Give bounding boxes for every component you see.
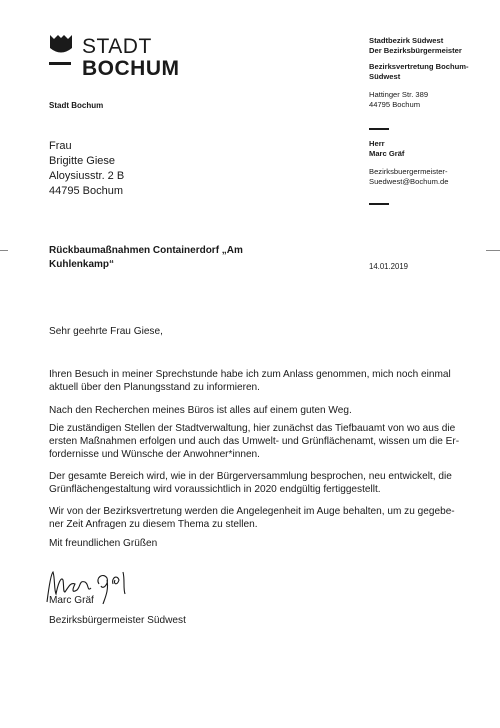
paragraph-line: Ihren Besuch in meiner Sprechstunde habe ich zum Anlass genommen, mich noch einmal (49, 369, 451, 380)
signature-title: Bezirksbürgermeister Südwest (49, 615, 186, 626)
paragraph-line: Der gesamte Bereich wird, wie in der Bürgerversammlung besprochen, neu entwickelt, die (49, 471, 452, 482)
sender-email-line2: Suedwest@Bochum.de (369, 177, 449, 186)
paragraph-line: ner Zeit Anfragen zu diesem Thema zu stellen. (49, 519, 258, 530)
separator-rule (369, 128, 389, 130)
letter-subject (49, 244, 309, 272)
paragraph-line: Wir von der Bezirksvertretung werden die Angelegenheit im Auge behalten, um zu gegebe- (49, 506, 455, 517)
paragraph-line: aktuell über den Planungsstand zu informieren. (49, 382, 260, 393)
recipient-address (49, 139, 124, 199)
sender-body-line1: Bezirksvertretung Bochum- (369, 62, 469, 71)
recipient-city: 44795 Bochum (49, 185, 123, 197)
signature-name: Marc Gräf (49, 595, 94, 606)
sender-email-line1: Bezirksbuergermeister- (369, 167, 448, 176)
paragraph-line: Grünflächengestaltung wird voraussichtlich in 2020 endgültig fertiggestellt. (49, 484, 381, 495)
paragraph-line: ersten Maßnahmen erfolgen und auch das Umwelt- und Grünflächenamt, wissen um die Er- (49, 436, 460, 447)
sender-body-line2: Südwest (369, 72, 401, 81)
fold-mark (486, 250, 500, 251)
logo-text-bochum: BOCHUM (82, 57, 180, 80)
separator-rule (369, 203, 389, 205)
subject-line1: Rückbaumaßnahmen Containerdorf „Am (49, 245, 243, 256)
sender-city: 44795 Bochum (369, 100, 421, 109)
recipient-name: Brigitte Giese (49, 155, 116, 167)
subject-line2: Kuhlenkamp“ (49, 259, 115, 270)
logo-text-stadt: STADT (82, 35, 152, 58)
letter-date: 14.01.2019 (369, 262, 409, 271)
sender-office: Der Bezirksbürgermeister (369, 46, 462, 55)
paragraph-1 (49, 368, 461, 394)
letter-closing: Mit freundlichen Grüßen (49, 538, 158, 549)
paragraph-3 (49, 422, 461, 461)
paragraph-5 (49, 505, 461, 531)
coat-of-arms-icon (49, 33, 73, 57)
paragraph-2: Nach den Recherchen meines Büros ist alles auf einem guten Weg. (49, 405, 352, 416)
paragraph-line: Die zuständigen Stellen der Stadtverwaltung, hier zunächst das Tiefbauamt von wo aus die (49, 423, 456, 434)
paragraph-4 (49, 470, 461, 496)
sender-district: Stadtbezirk Südwest (369, 36, 444, 45)
recipient-title: Frau (49, 140, 72, 152)
letter-greeting: Sehr geehrte Frau Giese, (49, 326, 163, 337)
sender-salutation: Herr (369, 139, 385, 148)
recipient-street: Aloysiusstr. 2 B (49, 170, 125, 182)
sender-street: Hattinger Str. 389 (369, 90, 429, 99)
sender-name: Marc Gräf (369, 149, 405, 158)
logo-underline (49, 62, 71, 65)
fold-mark (0, 250, 8, 251)
organization-name: Stadt Bochum (49, 101, 104, 110)
paragraph-line: fordernisse und Wünsche der Anwohner*innen. (49, 449, 260, 460)
